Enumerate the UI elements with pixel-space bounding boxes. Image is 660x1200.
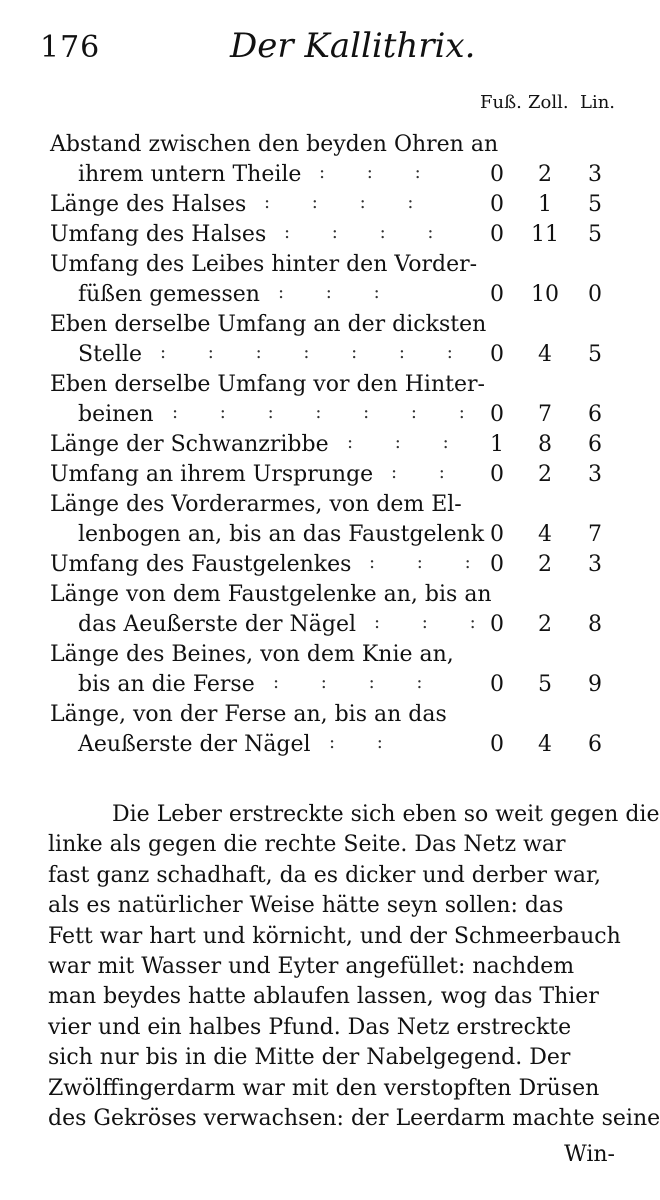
running-title: Der Kallithrix. [230, 26, 476, 66]
page-number: 176 [40, 30, 101, 65]
measurement-line [50, 520, 630, 550]
value-lin: 3 [588, 162, 602, 187]
measurement-label: Länge des Vorderarmes, von dem El- [50, 492, 462, 517]
paragraph-line: als es natürlicher Weise hätte seyn sollen: das [48, 893, 564, 919]
measurement-line [50, 130, 630, 160]
value-fuss: 1 [490, 432, 504, 457]
measurement-label: Aeußerste der Nägel [78, 732, 311, 757]
paragraph-line: fast ganz schadhaft, da es dicker und derber war, [48, 862, 602, 888]
value-fuss: 0 [490, 732, 504, 757]
measurement-label: Länge des Beines, von dem Knie an, [50, 642, 454, 667]
measurement-table [50, 130, 630, 760]
leader-dots: : : : : [273, 672, 441, 693]
measurement-label: Umfang an ihrem Ursprunge [50, 462, 374, 487]
paragraph-line: des Gekröses verwachsen: der Leerdarm machte seine [48, 1106, 660, 1132]
value-lin: 5 [588, 192, 602, 217]
measurement-label: füßen gemessen [78, 282, 260, 307]
measurement-label: Länge von dem Faustgelenke an, bis an [50, 582, 492, 607]
paragraph-line: man beydes hatte ablaufen lassen, wog das Thier [48, 984, 599, 1010]
measurement-label: Länge der Schwanzribbe [50, 432, 329, 457]
value-zoll: 10 [531, 282, 559, 307]
measurement-line [50, 610, 630, 640]
value-lin: 5 [588, 222, 602, 247]
leader-dots: : : : : : : : [172, 402, 483, 423]
value-zoll: 4 [538, 342, 552, 367]
measurement-line [50, 430, 630, 460]
value-lin: 3 [588, 462, 602, 487]
measurement-label: Umfang des Leibes hinter den Vorder- [50, 252, 478, 277]
measurement-line [50, 490, 630, 520]
measurement-line [50, 160, 630, 190]
body-paragraph [48, 800, 660, 1134]
value-fuss: 0 [490, 282, 504, 307]
value-zoll: 2 [538, 162, 552, 187]
measurement-label: Umfang des Faustgelenkes [50, 552, 352, 577]
paragraph-line: Die Leber erstreckte sich eben so weit gegen die [112, 802, 660, 827]
leader-dots: : : [329, 732, 401, 753]
measurement-label: Abstand zwischen den beyden Ohren an [50, 132, 499, 157]
leader-dots: : : : : [284, 222, 452, 243]
leader-dots: : : : : : : : [160, 342, 471, 363]
value-zoll: 4 [538, 732, 552, 757]
paragraph-line: linke als gegen die rechte Seite. Das Netz war [48, 832, 566, 858]
value-zoll: 2 [538, 612, 552, 637]
measurement-line [50, 340, 630, 370]
measurement-line [50, 640, 630, 670]
measurement-label: beinen [78, 402, 154, 427]
value-zoll: 7 [538, 402, 552, 427]
measurement-line [50, 670, 630, 700]
value-lin: 6 [588, 732, 602, 757]
value-lin: 7 [588, 522, 602, 547]
leader-dots: : : : [374, 612, 494, 633]
measurement-label: Umfang des Halses [50, 222, 267, 247]
measurement-line [50, 460, 630, 490]
leader-dots: : : : [347, 432, 467, 453]
measurement-line [50, 580, 630, 610]
value-lin: 8 [588, 612, 602, 637]
measurement-line [50, 700, 630, 730]
value-zoll: 2 [538, 462, 552, 487]
value-fuss: 0 [490, 612, 504, 637]
measurement-line [50, 280, 630, 310]
measurement-label: das Aeußerste der Nägel [78, 612, 357, 637]
value-lin: 6 [588, 402, 602, 427]
measurement-label: lenbogen an, bis an das Faustgelenk [78, 522, 485, 547]
measurement-line [50, 250, 630, 280]
value-fuss: 0 [490, 522, 504, 547]
value-fuss: 0 [490, 672, 504, 697]
measurement-label: Länge, von der Ferse an, bis an das [50, 702, 447, 727]
value-zoll: 5 [538, 672, 552, 697]
measurement-line [50, 400, 630, 430]
value-fuss: 0 [490, 192, 504, 217]
measurement-label: Länge des Halses [50, 192, 247, 217]
column-header-lin: Lin. [580, 92, 616, 113]
measurement-line [50, 190, 630, 220]
value-fuss: 0 [490, 222, 504, 247]
page-header [40, 24, 615, 74]
leader-dots: : : : [278, 282, 398, 303]
value-fuss: 0 [490, 402, 504, 427]
measurement-label: Eben derselbe Umfang an der dicksten [50, 312, 487, 337]
measurement-column-headers [480, 92, 620, 122]
paragraph-line: Fett war hart und körnicht, und der Schmeerbauch [48, 923, 621, 949]
measurement-label: bis an die Ferse [78, 672, 255, 697]
measurement-label: Stelle [78, 342, 143, 367]
value-zoll: 4 [538, 522, 552, 547]
value-zoll: 8 [538, 432, 552, 457]
measurement-line [50, 730, 630, 760]
paragraph-line: vier und ein halbes Pfund. Das Netz erstreckte [48, 1014, 572, 1040]
column-header-fuss: Fuß. [480, 92, 522, 113]
leader-dots: : : : : [264, 192, 432, 213]
value-lin: 5 [588, 342, 602, 367]
value-zoll: 1 [538, 192, 552, 217]
value-zoll: 11 [531, 222, 559, 247]
value-lin: 6 [588, 432, 602, 457]
value-zoll: 2 [538, 552, 552, 577]
value-fuss: 0 [490, 342, 504, 367]
measurement-label: Eben derselbe Umfang vor den Hinter- [50, 372, 485, 397]
leader-dots: : : : [319, 162, 439, 183]
value-lin: 3 [588, 552, 602, 577]
measurement-line [50, 370, 630, 400]
measurement-line [50, 550, 630, 580]
value-lin: 9 [588, 672, 602, 697]
paragraph-line: sich nur bis in die Mitte der Nabelgegend. Der [48, 1045, 571, 1071]
value-lin: 0 [588, 282, 602, 307]
catchword: Win- [564, 1142, 615, 1167]
measurement-line [50, 310, 630, 340]
paragraph-line: Zwölffingerdarm war mit den verstopften Drüsen [48, 1075, 600, 1101]
leader-dots: : : : [369, 552, 489, 573]
column-header-zoll: Zoll. [528, 92, 569, 113]
paragraph-line: war mit Wasser und Eyter angefüllet: nachdem [48, 954, 575, 980]
measurement-line [50, 220, 630, 250]
value-fuss: 0 [490, 552, 504, 577]
leader-dots: : : [391, 462, 463, 483]
value-fuss: 0 [490, 162, 504, 187]
value-fuss: 0 [490, 462, 504, 487]
measurement-label: ihrem untern Theile [78, 162, 302, 187]
